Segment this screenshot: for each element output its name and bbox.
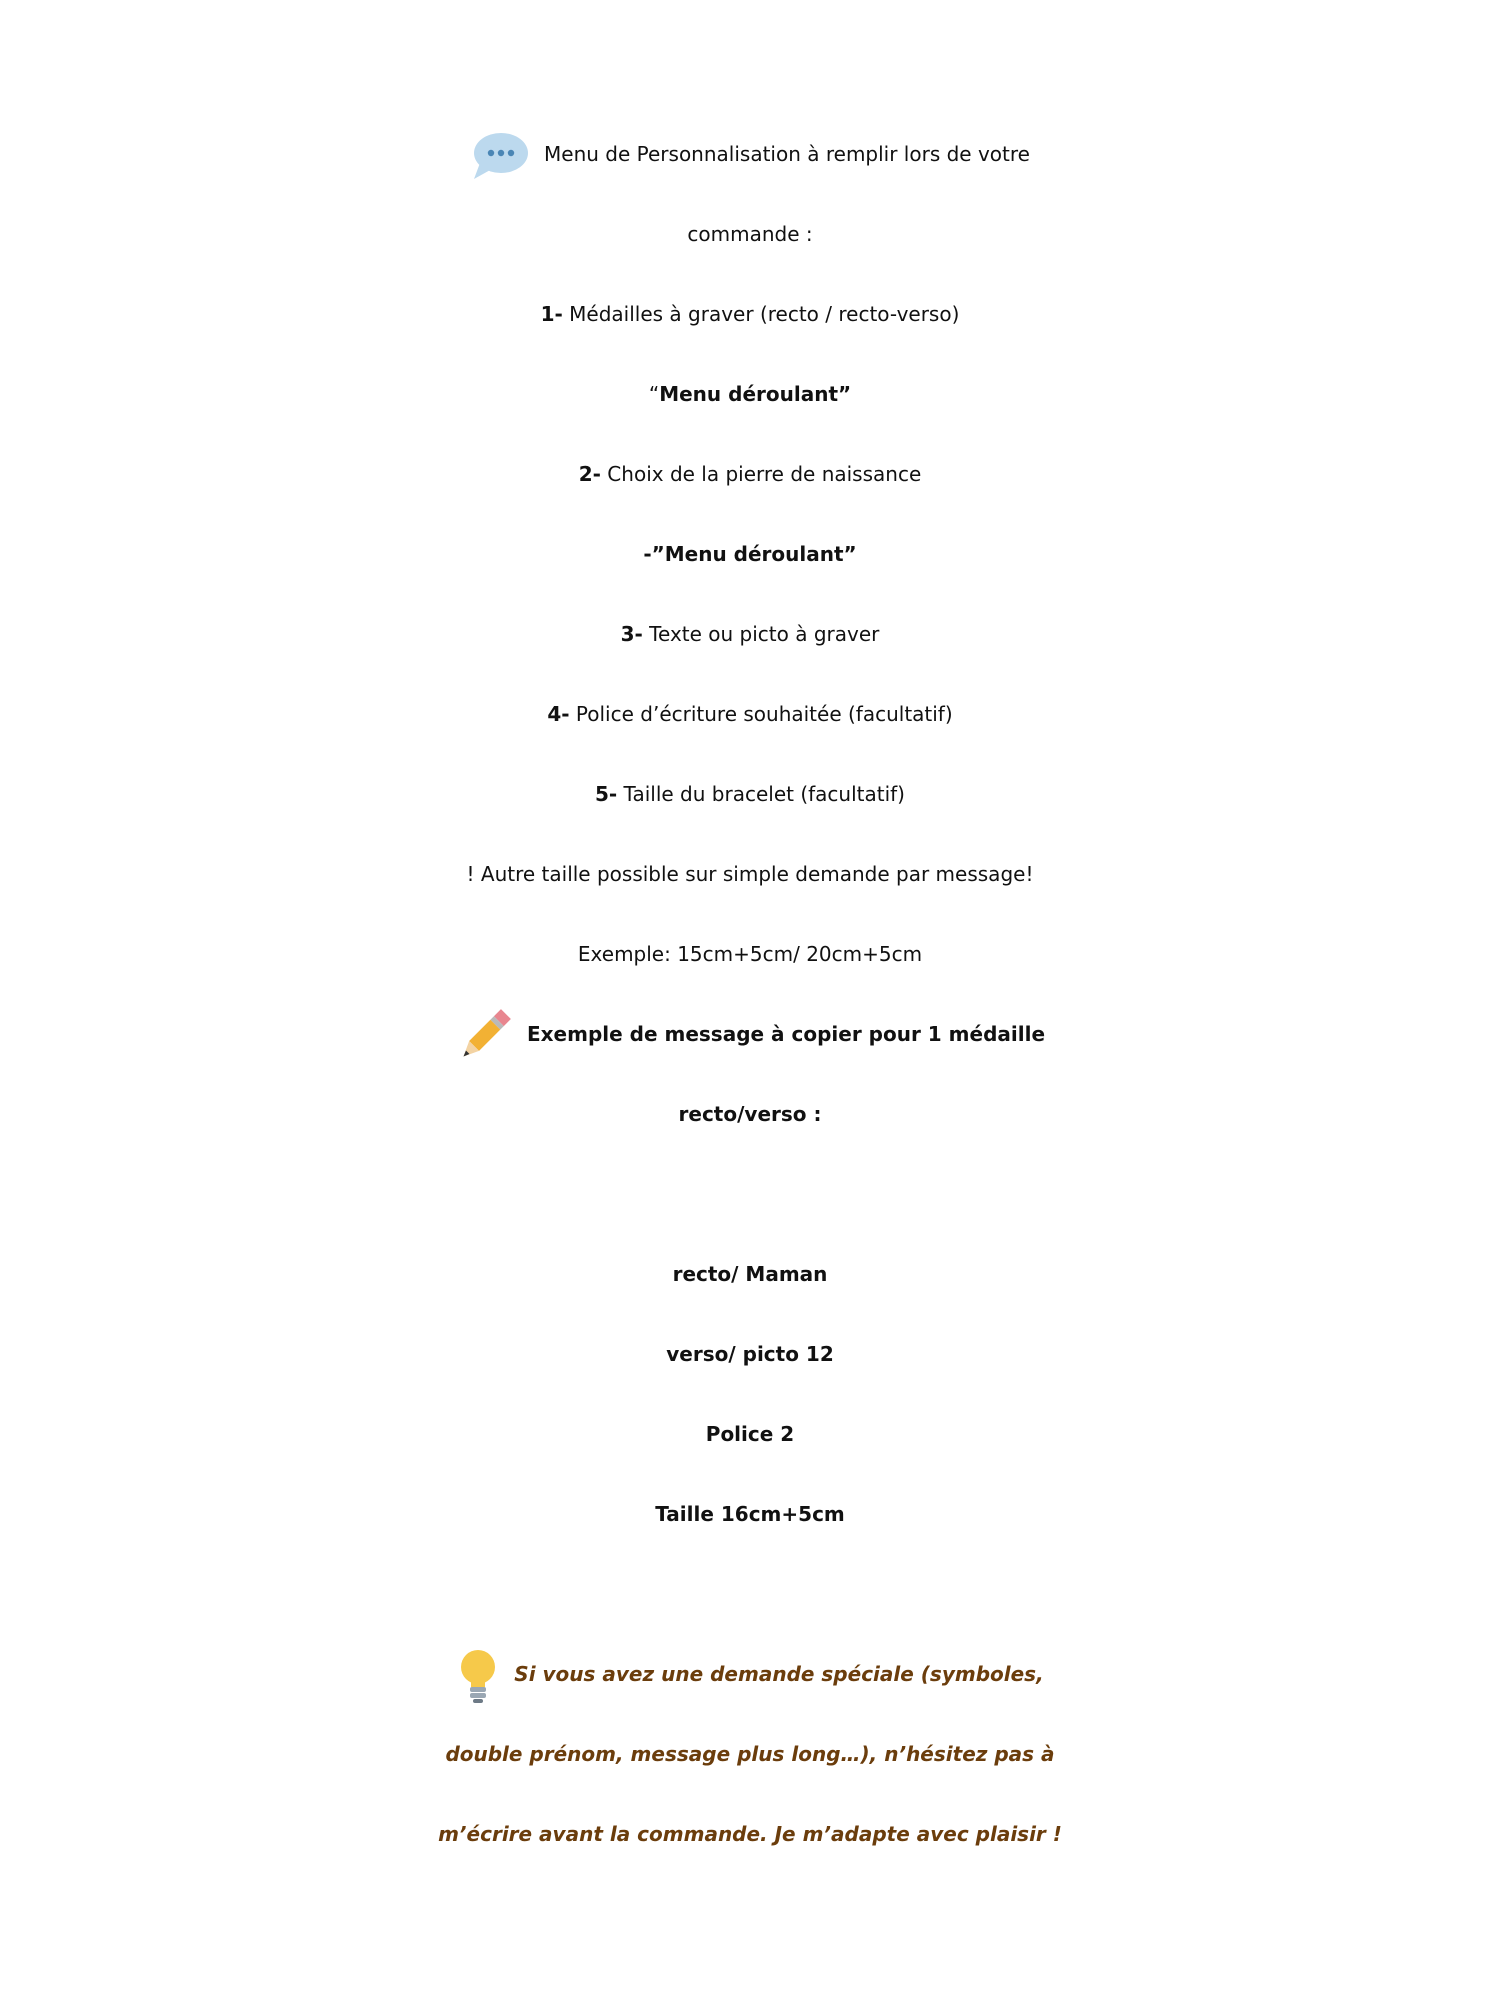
step-text: Choix de la pierre de naissance — [600, 462, 922, 486]
step-2 — [0, 434, 1500, 514]
size-example: Exemple: 15cm+5cm/ 20cm+5cm — [577, 942, 923, 966]
step-number: 5- — [594, 782, 618, 806]
step-4 — [0, 674, 1500, 754]
example-message-line: Police 2 — [705, 1422, 795, 1446]
dropdown-note-1: “Menu déroulant” — [648, 382, 852, 406]
special-request-line-2: double prénom, message plus long…), n’hésitez pas à — [445, 1742, 1055, 1766]
pencil-icon — [455, 1007, 513, 1065]
intro-line-1: Menu de Personnalisation à remplir lors de votre — [0, 114, 1500, 194]
example-heading-line-2: recto/verso : — [678, 1102, 822, 1126]
special-request-line-3: m’écrire avant la commande. Je m’adapte avec plaisir ! — [438, 1822, 1062, 1846]
step-number: 2- — [578, 462, 601, 486]
example-message-line: Taille 16cm+5cm — [655, 1502, 845, 1526]
size-note: ! Autre taille possible sur simple demande par message! — [466, 862, 1034, 886]
special-request-line-1: Si vous avez une demande spéciale (symboles, — [0, 1634, 1500, 1714]
step-text: Taille du bracelet (facultatif) — [617, 782, 905, 806]
example-heading-line-1: Exemple de message à copier pour 1 médaille — [0, 994, 1500, 1074]
step-number: 3- — [620, 622, 643, 646]
speech-bubble-icon — [470, 129, 530, 183]
lightbulb-icon — [456, 1647, 500, 1705]
step-1 — [0, 274, 1500, 354]
step-text: Médailles à graver (recto / recto-verso) — [562, 302, 960, 326]
step-5 — [0, 754, 1500, 834]
step-3 — [0, 594, 1500, 674]
step-text: Texte ou picto à graver — [642, 622, 880, 646]
example-message-line: verso/ picto 12 — [666, 1342, 834, 1366]
step-number: 1- — [540, 302, 563, 326]
dropdown-note-2: -”Menu déroulant” — [643, 542, 857, 566]
step-text: Police d’écriture souhaitée (facultatif) — [569, 702, 953, 726]
example-message-line: recto/ Maman — [672, 1262, 828, 1286]
step-number: 4- — [547, 702, 570, 726]
intro-line-2: commande : — [687, 222, 813, 246]
